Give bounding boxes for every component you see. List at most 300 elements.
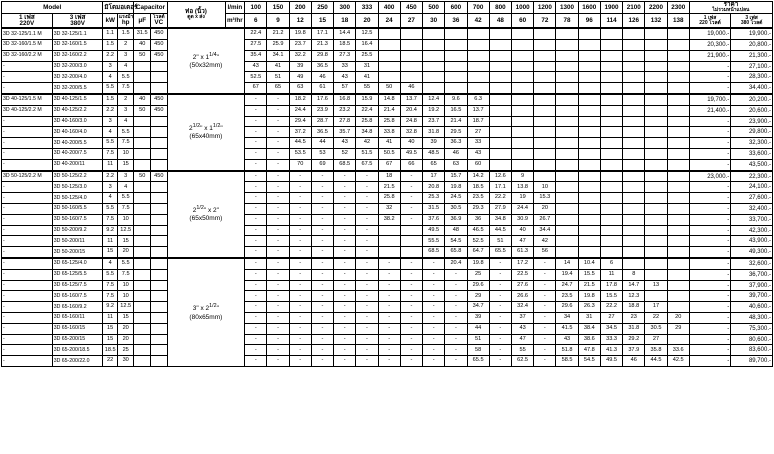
head-value-cell: -: [489, 345, 511, 356]
head-value-cell: [645, 28, 667, 39]
model-3ph-cell: 3D 65-200/18.5: [52, 345, 103, 356]
model-1ph-cell: 3D 32-160/2.2 M: [2, 50, 53, 61]
head-value-cell: 65.8: [445, 247, 467, 258]
head-value-cell: 46: [445, 149, 467, 160]
head-value-cell: [578, 28, 600, 39]
hp-cell: 15: [117, 313, 134, 324]
head-value-cell: 56: [534, 247, 556, 258]
uf-header: μF: [134, 14, 151, 29]
vc-cell: [151, 159, 168, 170]
table-row: [2, 193, 773, 204]
motor-header: มิโตมอเตอร์: [103, 2, 134, 14]
head-value-cell: 48.5: [423, 149, 445, 160]
model-header: Model: [2, 2, 103, 14]
head-value-cell: 50: [378, 83, 400, 94]
table-row: [2, 356, 773, 367]
head-value-cell: 20: [667, 313, 689, 324]
kw-cell: 11: [103, 313, 117, 324]
price-1ph-voltage: 220 โวลต์: [699, 19, 721, 26]
head-value-cell: 53: [311, 149, 333, 160]
head-value-cell: [623, 149, 645, 160]
head-value-cell: 11: [600, 269, 622, 280]
head-value-cell: 40: [511, 225, 533, 236]
single-phase-label: 1 เฟส: [18, 13, 35, 21]
head-value-cell: [623, 105, 645, 116]
head-value-cell: -: [267, 323, 289, 334]
head-value-cell: -: [289, 356, 311, 367]
price-3ph-cell: 27,100.-: [731, 61, 773, 72]
head-value-cell: [511, 28, 533, 39]
vc-cell: 450: [151, 94, 168, 105]
head-value-cell: 34.4: [534, 225, 556, 236]
header-row-2: [2, 14, 773, 29]
pipe-size-mm: (65x50mm): [189, 215, 223, 223]
head-value-cell: [378, 40, 400, 51]
head-value-cell: -: [489, 323, 511, 334]
head-value-cell: [556, 204, 578, 215]
head-value-cell: 15.7: [445, 171, 467, 182]
head-value-cell: [645, 182, 667, 193]
hp-cell: 20: [117, 247, 134, 258]
price-1ph-cell: 21,400.-: [689, 105, 730, 116]
flow-m3hr-header: 114: [600, 14, 622, 29]
head-value-cell: 42: [356, 138, 378, 149]
head-value-cell: 64.7: [467, 247, 489, 258]
hp-cell: 10: [117, 280, 134, 291]
head-value-cell: -: [289, 334, 311, 345]
kw-cell: 4: [103, 193, 117, 204]
head-value-cell: 12.3: [623, 291, 645, 302]
head-value-cell: 36.9: [445, 214, 467, 225]
head-value-cell: 16.8: [334, 94, 356, 105]
head-value-cell: -: [334, 182, 356, 193]
head-value-cell: 33.6: [667, 345, 689, 356]
vc-cell: [151, 236, 168, 247]
head-value-cell: 25.3: [423, 193, 445, 204]
vc-header: [151, 14, 168, 29]
pipe-subtitle: ดูด x ส่ง: [187, 14, 205, 21]
head-value-cell: -: [356, 258, 378, 269]
head-value-cell: 29.6: [467, 280, 489, 291]
flow-lmin-header: 1300: [556, 2, 578, 14]
hp-cell: 4: [117, 61, 134, 72]
head-value-cell: -: [534, 302, 556, 313]
price-1ph-cell: -: [689, 291, 730, 302]
head-value-cell: [667, 127, 689, 138]
pipe-size-inch: [169, 52, 244, 62]
vc-cell: [151, 247, 168, 258]
head-value-cell: 27.8: [334, 116, 356, 127]
head-value-cell: [378, 225, 400, 236]
kw-cell: 3: [103, 116, 117, 127]
price-3ph-cell: 37,900.-: [731, 280, 773, 291]
flow-lmin-header: 1200: [534, 2, 556, 14]
head-value-cell: [578, 182, 600, 193]
price-3ph-cell: 89,700.-: [731, 356, 773, 367]
head-value-cell: -: [311, 356, 333, 367]
hp-cell: 4: [117, 182, 134, 193]
head-value-cell: 37.9: [623, 345, 645, 356]
head-value-cell: -: [423, 291, 445, 302]
head-value-cell: -: [400, 313, 422, 324]
head-value-cell: 27.6: [511, 280, 533, 291]
head-value-cell: [489, 159, 511, 170]
table-row: [2, 280, 773, 291]
price-3ph-cell: 43,900.-: [731, 236, 773, 247]
head-value-cell: 22: [645, 313, 667, 324]
head-value-cell: 36.3: [445, 138, 467, 149]
head-value-cell: 24.4: [511, 204, 533, 215]
head-value-cell: [645, 291, 667, 302]
table-row: [2, 291, 773, 302]
head-value-cell: [423, 72, 445, 83]
price-1ph-cell: -: [689, 138, 730, 149]
kw-cell: 5.5: [103, 204, 117, 215]
head-value-cell: [645, 247, 667, 258]
uf-cell: [134, 323, 151, 334]
flow-lmin-header: 1000: [511, 2, 533, 14]
head-value-cell: 33: [334, 61, 356, 72]
head-value-cell: [600, 204, 622, 215]
head-value-cell: [556, 83, 578, 94]
vc-cell: 450: [151, 105, 168, 116]
model-3ph-cell: 3D 65-125/5.5: [52, 269, 103, 280]
head-value-cell: 38.4: [578, 323, 600, 334]
head-value-cell: [511, 105, 533, 116]
hp-unit: hp: [121, 19, 130, 27]
head-value-cell: [667, 334, 689, 345]
head-value-cell: 61.3: [511, 247, 533, 258]
head-value-cell: -: [245, 225, 267, 236]
head-value-cell: 12.6: [489, 171, 511, 182]
head-value-cell: [667, 214, 689, 225]
head-value-cell: -: [267, 291, 289, 302]
uf-cell: [134, 247, 151, 258]
pipe-fraction: 1/2: [212, 123, 221, 130]
head-value-cell: 34.1: [267, 50, 289, 61]
head-value-cell: [489, 94, 511, 105]
head-value-cell: -: [400, 334, 422, 345]
head-value-cell: -: [267, 334, 289, 345]
price-3ph-cell: 75,300.-: [731, 323, 773, 334]
price-1ph-cell: -: [689, 258, 730, 269]
head-value-cell: 42.5: [667, 356, 689, 367]
three-phase-voltage: 380V: [70, 19, 85, 27]
table-row: [2, 334, 773, 345]
table-row: [2, 247, 773, 258]
pipe-size-part: ": [220, 125, 223, 133]
head-value-cell: 48: [445, 225, 467, 236]
head-value-cell: [578, 127, 600, 138]
hp-cell: 3: [117, 50, 134, 61]
pipe-size-cell: [167, 171, 245, 258]
head-value-cell: 14.8: [378, 94, 400, 105]
head-value-cell: 29.2: [623, 334, 645, 345]
vc-cell: [151, 127, 168, 138]
head-value-cell: [556, 236, 578, 247]
kw-cell: 1.5: [103, 94, 117, 105]
flow-m3hr-header: 132: [645, 14, 667, 29]
head-value-cell: -: [356, 302, 378, 313]
head-value-cell: -: [289, 313, 311, 324]
head-value-cell: [534, 61, 556, 72]
model-1ph-cell: -: [2, 313, 53, 324]
head-value-cell: -: [334, 334, 356, 345]
price-1ph-cell: -: [689, 225, 730, 236]
uf-cell: [134, 313, 151, 324]
head-value-cell: 18.5: [467, 182, 489, 193]
flow-m3hr-header: 138: [667, 14, 689, 29]
head-value-cell: -: [534, 334, 556, 345]
head-value-cell: 43: [334, 72, 356, 83]
pipe-size-part: " x 1: [200, 125, 213, 133]
table-row: [2, 225, 773, 236]
table-row: [2, 83, 773, 94]
pipe-size-cell: [167, 28, 245, 94]
head-value-cell: 51.5: [356, 149, 378, 160]
price-3ph-label: 3 เฟส: [745, 14, 758, 21]
head-value-cell: -: [378, 269, 400, 280]
flow-m3hr-header: 48: [489, 14, 511, 29]
pipe-size-part: ": [216, 305, 219, 313]
head-value-cell: [623, 204, 645, 215]
flow-m3hr-header: 6: [245, 14, 267, 29]
head-value-cell: 38.2: [378, 214, 400, 225]
head-value-cell: -: [245, 247, 267, 258]
head-value-cell: [489, 127, 511, 138]
pipe-fraction: 1/4: [209, 51, 217, 58]
head-value-cell: -: [334, 247, 356, 258]
price-1ph-cell: -: [689, 193, 730, 204]
head-value-cell: -: [267, 182, 289, 193]
head-value-cell: 43: [334, 138, 356, 149]
hp-label: แรงม้า: [118, 14, 134, 21]
head-value-cell: -: [311, 280, 333, 291]
head-value-cell: 32.8: [400, 127, 422, 138]
head-value-cell: 52: [334, 149, 356, 160]
flow-lmin-header: 400: [378, 2, 400, 14]
price-1ph-cell: 20,300.-: [689, 40, 730, 51]
head-value-cell: [556, 138, 578, 149]
model-1ph-cell: 3D 32-160/1.5 M: [2, 40, 53, 51]
price-3ph-cell: 29,800.-: [731, 127, 773, 138]
head-value-cell: 40: [400, 138, 422, 149]
price-3ph-cell: 33,700.-: [731, 214, 773, 225]
flow-m3hr-header: 24: [378, 14, 400, 29]
head-value-cell: [534, 116, 556, 127]
head-value-cell: [578, 214, 600, 225]
flow-m3hr-header: 78: [556, 14, 578, 29]
price-3ph-cell: 43,500.-: [731, 159, 773, 170]
model-3ph-cell: 3D 32-125/1.1: [52, 28, 103, 39]
head-value-cell: [667, 40, 689, 51]
head-value-cell: -: [489, 313, 511, 324]
vc-cell: 450: [151, 28, 168, 39]
hp-cell: 2: [117, 40, 134, 51]
hp-header: [117, 14, 134, 29]
price-1ph-cell: 23,000.-: [689, 171, 730, 182]
head-value-cell: 65.5: [467, 356, 489, 367]
head-value-cell: -: [334, 291, 356, 302]
head-value-cell: 9.6: [445, 94, 467, 105]
price-3ph-cell: 33,600.-: [731, 149, 773, 160]
head-value-cell: 35.4: [245, 50, 267, 61]
head-value-cell: [600, 247, 622, 258]
price-3ph-cell: 36,700.-: [731, 269, 773, 280]
head-value-cell: [623, 171, 645, 182]
uf-cell: [134, 225, 151, 236]
head-value-cell: [600, 138, 622, 149]
head-value-cell: [578, 236, 600, 247]
head-value-cell: -: [445, 269, 467, 280]
head-value-cell: -: [400, 291, 422, 302]
head-value-cell: -: [334, 269, 356, 280]
head-value-cell: -: [267, 204, 289, 215]
head-value-cell: [556, 105, 578, 116]
price-1ph-cell: -: [689, 204, 730, 215]
head-value-cell: 23.5: [556, 291, 578, 302]
flow-m3hr-header: 9: [267, 14, 289, 29]
kw-cell: 1.1: [103, 28, 117, 39]
head-value-cell: [511, 72, 533, 83]
pipe-size-cell: [167, 94, 245, 171]
head-value-cell: 34: [556, 313, 578, 324]
head-value-cell: [578, 50, 600, 61]
table-row: [2, 302, 773, 313]
model-3ph-cell: 3D 50-125/4.0: [52, 193, 103, 204]
price-3ph-cell: 19,900.-: [731, 28, 773, 39]
uf-cell: [134, 149, 151, 160]
vc-cell: [151, 302, 168, 313]
head-value-cell: -: [267, 313, 289, 324]
head-value-cell: -: [445, 334, 467, 345]
pipe-fraction: 1/2: [192, 123, 201, 130]
head-value-cell: 15.9: [356, 94, 378, 105]
head-value-cell: -: [378, 313, 400, 324]
head-value-cell: [511, 116, 533, 127]
head-value-cell: 19: [511, 193, 533, 204]
head-value-cell: 9: [511, 171, 533, 182]
head-value-cell: -: [423, 258, 445, 269]
head-value-cell: -: [356, 313, 378, 324]
head-value-cell: [623, 182, 645, 193]
head-value-cell: [400, 72, 422, 83]
head-value-cell: -: [289, 345, 311, 356]
pipe-size-part: 2" x 1: [192, 54, 210, 62]
head-value-cell: -: [267, 258, 289, 269]
pipe-size-part: 2: [192, 207, 197, 215]
table-row: [2, 72, 773, 83]
head-value-cell: [489, 50, 511, 61]
head-value-cell: [534, 50, 556, 61]
head-value-cell: -: [423, 334, 445, 345]
head-value-cell: -: [445, 356, 467, 367]
head-value-cell: 17: [423, 171, 445, 182]
head-value-cell: -: [489, 269, 511, 280]
head-value-cell: 29: [667, 323, 689, 334]
head-value-cell: [645, 116, 667, 127]
head-value-cell: -: [267, 127, 289, 138]
head-value-cell: -: [245, 236, 267, 247]
head-value-cell: [556, 72, 578, 83]
vc-cell: [151, 334, 168, 345]
head-value-cell: -: [534, 345, 556, 356]
head-value-cell: [556, 225, 578, 236]
head-value-cell: 43: [467, 149, 489, 160]
vc-cell: [151, 313, 168, 324]
flow-lmin-header: 333: [356, 2, 378, 14]
head-value-cell: -: [400, 171, 422, 182]
head-value-cell: [556, 61, 578, 72]
flow-m3hr-header: 36: [445, 14, 467, 29]
single-phase-header: [2, 14, 53, 29]
head-value-cell: [623, 236, 645, 247]
price-1ph-cell: -: [689, 345, 730, 356]
head-value-cell: [667, 236, 689, 247]
head-value-cell: [489, 83, 511, 94]
head-value-cell: -: [245, 345, 267, 356]
head-value-cell: 31.8: [623, 323, 645, 334]
head-value-cell: -: [267, 116, 289, 127]
vc-cell: [151, 356, 168, 367]
kw-header: kW: [103, 14, 117, 29]
table-row: [2, 61, 773, 72]
model-3ph-cell: 3D 65-200/15: [52, 334, 103, 345]
model-3ph-cell: 3D 65-125/4.0: [52, 258, 103, 269]
head-value-cell: [645, 214, 667, 225]
price-3ph-cell: 32,400.-: [731, 204, 773, 215]
head-value-cell: [511, 50, 533, 61]
head-value-cell: -: [334, 323, 356, 334]
head-value-cell: [623, 258, 645, 269]
model-1ph-cell: -: [2, 214, 53, 225]
head-value-cell: -: [489, 356, 511, 367]
head-value-cell: [645, 127, 667, 138]
head-value-cell: 29.3: [467, 204, 489, 215]
head-value-cell: 39: [467, 313, 489, 324]
model-3ph-cell: 3D 65-200/22.0: [52, 356, 103, 367]
uf-cell: [134, 214, 151, 225]
kw-cell: 7.5: [103, 149, 117, 160]
price-1ph-cell: 19,700.-: [689, 94, 730, 105]
uf-cell: 50: [134, 50, 151, 61]
head-value-cell: 27: [645, 334, 667, 345]
head-value-cell: 19.8: [467, 258, 489, 269]
head-value-cell: 18.7: [467, 116, 489, 127]
head-value-cell: [400, 50, 422, 61]
head-value-cell: [556, 50, 578, 61]
head-value-cell: [578, 193, 600, 204]
head-value-cell: [600, 159, 622, 170]
head-value-cell: [534, 138, 556, 149]
head-value-cell: 14.2: [467, 171, 489, 182]
head-value-cell: [667, 204, 689, 215]
head-value-cell: 65.5: [489, 247, 511, 258]
head-value-cell: [556, 171, 578, 182]
head-value-cell: 29.5: [445, 127, 467, 138]
table-row: [2, 258, 773, 269]
model-3ph-cell: 3D 32-160/1.5: [52, 40, 103, 51]
flow-m3hr-header: 96: [578, 14, 600, 29]
hp-cell: 5.5: [117, 258, 134, 269]
head-value-cell: 27: [467, 127, 489, 138]
head-value-cell: [489, 116, 511, 127]
head-value-cell: 25.5: [356, 50, 378, 61]
head-value-cell: 8: [623, 269, 645, 280]
head-value-cell: 51: [267, 72, 289, 83]
head-value-cell: 55: [511, 345, 533, 356]
head-value-cell: [445, 40, 467, 51]
